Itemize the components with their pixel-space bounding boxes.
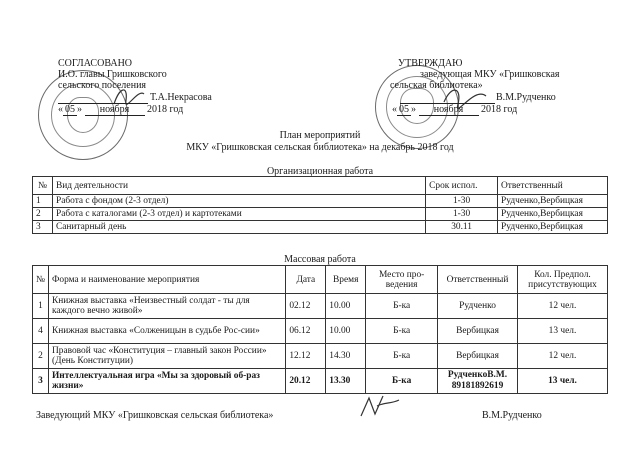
- cell-place: Б-ка: [366, 319, 438, 344]
- cell-place: Б-ка: [366, 294, 438, 319]
- cell-count: 13 чел.: [517, 369, 607, 394]
- cell-responsible: Рудченко,Вербицкая: [498, 208, 608, 221]
- cell-responsible: Рудченко: [438, 294, 518, 319]
- table-row: [33, 208, 608, 221]
- mass-table: [32, 265, 608, 394]
- org-section-heading: Организационная работа: [266, 166, 374, 177]
- org-col-deadline: Срок испол.: [426, 177, 498, 195]
- date-quote-close-right: »: [411, 104, 416, 115]
- cell-count: 12 чел.: [517, 344, 607, 369]
- cell-time: 14.30: [326, 344, 366, 369]
- mass-col-responsible: Ответственный: [438, 266, 518, 294]
- cell-place: Б-ка: [366, 369, 438, 394]
- org-col-activity: Вид деятельности: [52, 177, 425, 195]
- cell-date: 02.12: [286, 294, 326, 319]
- date-left: [58, 104, 183, 116]
- cell-num: 1: [33, 195, 53, 208]
- cell-date: 20.12: [286, 369, 326, 394]
- cell-responsible: РудченкоВ.М. 89181892619: [438, 369, 518, 394]
- mass-col-name: Форма и наименование мероприятия: [48, 266, 285, 294]
- cell-num: 4: [33, 319, 49, 344]
- mass-col-date: Дата: [286, 266, 326, 294]
- cell-num: 3: [33, 369, 49, 394]
- date-day-left: 05: [65, 104, 75, 115]
- cell-responsible: Рудченко,Вербицкая: [498, 221, 608, 234]
- org-table: [32, 176, 608, 234]
- table-row: [33, 369, 608, 394]
- signature-line-left: [58, 92, 148, 104]
- cell-time: 10.00: [326, 319, 366, 344]
- table-row: [33, 319, 608, 344]
- cell-event-name: Книжная выставка «Неизвестный солдат - ты для каждого вечно живой»: [48, 294, 285, 319]
- position-line2-left: сельского поселения: [58, 80, 147, 91]
- cell-deadline: 30.11: [426, 221, 498, 234]
- cell-place: Б-ка: [366, 344, 438, 369]
- mass-col-num: №: [33, 266, 49, 294]
- table-row: [33, 344, 608, 369]
- table-row: [33, 195, 608, 208]
- mass-col-count: Кол. Предпол. присутствующих: [517, 266, 607, 294]
- signature-footer: [355, 392, 405, 422]
- date-year-left: 2018 год: [147, 104, 184, 115]
- signature-line-right: [400, 92, 495, 104]
- org-col-responsible: Ответственный: [498, 177, 608, 195]
- date-year-right: 2018 год: [481, 104, 518, 115]
- approval-label-right: УТВЕРЖДАЮ: [398, 58, 463, 69]
- position-line1-left: И.О. главы Гришковского: [58, 69, 167, 80]
- mass-table-header: [33, 266, 608, 294]
- position-line1-right: заведующая МКУ «Гришковская: [420, 69, 560, 80]
- org-col-num: №: [33, 177, 53, 195]
- cell-time: 13.30: [326, 369, 366, 394]
- cell-time: 10.00: [326, 294, 366, 319]
- name-left: Т.А.Некрасова: [150, 92, 212, 103]
- approval-label-left: СОГЛАСОВАНО: [58, 58, 133, 69]
- cell-activity: Работа с фондом (2-3 отдел): [52, 195, 425, 208]
- org-table-header: [33, 177, 608, 195]
- footer-position: Заведующий МКУ «Гришковская сельская библиотека»: [36, 410, 274, 421]
- table-row: [33, 294, 608, 319]
- cell-date: 12.12: [286, 344, 326, 369]
- date-quote-open-right: «: [392, 104, 397, 115]
- cell-date: 06.12: [286, 319, 326, 344]
- cell-event-name: Интеллектуальная игра «Мы за здоровый об-раз жизни»: [48, 369, 285, 394]
- mass-col-time: Время: [326, 266, 366, 294]
- date-quote-open-left: «: [58, 104, 63, 115]
- date-right: [392, 104, 517, 116]
- cell-event-name: Книжная выставка «Солженицын в судьбе Рос-сии»: [48, 319, 285, 344]
- cell-deadline: 1-30: [426, 208, 498, 221]
- footer-name: В.М.Рудченко: [482, 410, 542, 421]
- document-title: План мероприятий: [279, 130, 361, 141]
- cell-num: 2: [33, 344, 49, 369]
- mass-col-place: Место про-ведения: [366, 266, 438, 294]
- date-day-right: 05: [399, 104, 409, 115]
- cell-responsible: Вербицкая: [438, 344, 518, 369]
- cell-count: 13 чел.: [517, 319, 607, 344]
- cell-event-name: Правовой час «Конституция – главный закон России» (День Конституции): [48, 344, 285, 369]
- cell-num: 1: [33, 294, 49, 319]
- date-month-right: ноября: [419, 104, 479, 116]
- table-row: [33, 221, 608, 234]
- name-right: В.М.Рудченко: [496, 92, 556, 103]
- date-quote-close-left: »: [77, 104, 82, 115]
- cell-activity: Санитарный день: [52, 221, 425, 234]
- position-line2-right: сельская библиотека»: [390, 80, 483, 91]
- cell-num: 2: [33, 208, 53, 221]
- date-month-left: ноября: [85, 104, 145, 116]
- mass-section-heading: Массовая работа: [284, 254, 356, 265]
- cell-activity: Работа с каталогами (2-3 отдел) и картотеками: [52, 208, 425, 221]
- cell-responsible: Рудченко,Вербицкая: [498, 195, 608, 208]
- cell-deadline: 1-30: [426, 195, 498, 208]
- cell-count: 12 чел.: [517, 294, 607, 319]
- document-subtitle: МКУ «Гришковская сельская библиотека» на декабрь 2018 год: [186, 142, 454, 153]
- cell-responsible: Вербицкая: [438, 319, 518, 344]
- cell-num: 3: [33, 221, 53, 234]
